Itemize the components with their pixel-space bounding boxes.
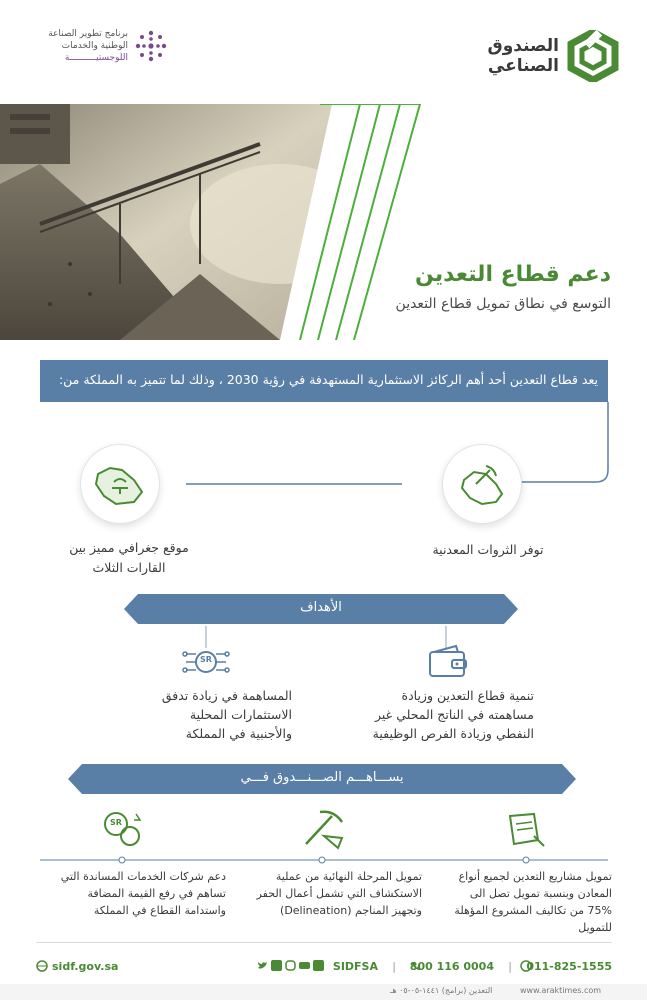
- goal-label-economy: [350, 686, 534, 743]
- nidlp-line3: اللوجستيــــــــــة: [64, 53, 128, 63]
- service-line: المعادن وبنسبة تمويل تصل الى: [469, 887, 612, 900]
- blueprint-icon: [504, 810, 548, 850]
- goal-line: تنمية قطاع التعدين وزيادة: [401, 688, 534, 703]
- goal-label-investment: [108, 686, 292, 743]
- bottom-strip: [0, 984, 647, 1000]
- nidlp-text: [28, 28, 128, 64]
- linkedin-icon[interactable]: [271, 960, 282, 971]
- goal-line: المساهمة في زيادة تدفق: [161, 688, 292, 703]
- service-label-support: [34, 868, 226, 919]
- facebook-icon[interactable]: [313, 960, 324, 971]
- sidf-name: [489, 36, 559, 76]
- service-label-exploration: [240, 868, 422, 919]
- phone-primary[interactable]: 011-825-1555: [526, 960, 612, 973]
- social-handle[interactable]: SIDFSA: [332, 960, 378, 973]
- feature-label-line: القارات الثلاث: [92, 560, 166, 575]
- service-line: تمويل المرحلة النهائية من عملية: [275, 870, 422, 883]
- mining-map-icon: [456, 458, 508, 510]
- watermark-text: www.araktimes.com: [520, 986, 602, 995]
- sidf-name-line1: الصندوق: [487, 36, 559, 56]
- saudi-map-icon: [92, 458, 148, 510]
- service-line: تساهم في رفع القيمة المضافة: [87, 887, 226, 900]
- service-line: تمويل مشاريع التعدين لجميع أنواع: [458, 870, 612, 883]
- globe-icon: [36, 960, 48, 972]
- website-link[interactable]: sidf.gov.sa: [52, 960, 119, 973]
- sidf-logo-icon: [567, 30, 619, 82]
- riyal-network-icon: [182, 640, 230, 684]
- goals-heading: الأهداف: [300, 600, 342, 615]
- feature-location-circle: [80, 444, 160, 524]
- riyal-cycle-icon: [100, 808, 146, 850]
- header: [0, 0, 647, 104]
- footer: [36, 950, 612, 980]
- feature-label-line: موقع جغرافي مميز بين: [69, 540, 189, 555]
- service-line: وتجهيز المناجم (Delineation): [280, 904, 422, 917]
- goals-banner: [124, 594, 518, 624]
- feature-label-line: توفر الثروات المعدنية: [432, 542, 544, 557]
- instagram-icon[interactable]: [285, 960, 296, 971]
- social-icons: [257, 960, 324, 971]
- riyal-cycle-icon-text: SR: [110, 818, 122, 827]
- service-line: الاستكشاف التي تشمل أعمال الحفر: [256, 887, 422, 900]
- page-title: دعم قطاع التعدين: [415, 262, 611, 287]
- services-banner: [68, 764, 576, 794]
- feature-label-minerals: [426, 540, 550, 560]
- service-line: للتمويل: [578, 921, 612, 934]
- footer-separator: |: [508, 960, 512, 973]
- feature-label-location: [64, 538, 194, 578]
- goal-line: النفطي وزيادة الفرص الوظيفية: [372, 726, 534, 741]
- service-line: 75% من تكاليف المشروع المؤهلة: [454, 904, 612, 917]
- nidlp-logo-icon: [134, 29, 168, 63]
- service-line: واستدامة القطاع في المملكة: [93, 904, 226, 917]
- mining-photo: [0, 104, 370, 340]
- nidlp-line1: برنامج تطوير الصناعة: [48, 29, 128, 39]
- services-heading: يســـاهـــم الصـــنـــدوق فـــي: [240, 770, 404, 785]
- footer-separator: |: [392, 960, 396, 973]
- nidlp-logo: [28, 28, 168, 64]
- twitter-icon[interactable]: [257, 960, 268, 971]
- phone-toll-free[interactable]: 800 116 0004: [409, 960, 494, 973]
- document-reference: التعدين (برامج) ١٤٤١-٠٥-٠٥ هـ: [390, 986, 493, 995]
- service-line: دعم شركات الخدمات المساندة التي: [60, 870, 226, 883]
- footer-divider: [36, 942, 612, 943]
- goal-line: مساهمته في الناتج المحلي غير: [375, 707, 534, 722]
- page-subtitle: التوسع في نطاق تمويل قطاع التعدين: [395, 296, 611, 312]
- feature-mining-circle: [442, 444, 522, 524]
- goal-line: الاستثمارات المحلية: [189, 707, 292, 722]
- nidlp-line2: الوطنية والخدمات: [61, 41, 128, 51]
- wallet-icon: [426, 644, 470, 680]
- youtube-icon[interactable]: [299, 960, 310, 971]
- sidf-logo: [489, 30, 619, 82]
- service-label-financing: [432, 868, 612, 936]
- riyal-network-icon-text: SR: [200, 655, 212, 664]
- intro-text: يعد قطاع التعدين أحد أهم الركائز الاستثمارية المستهدفة في رؤية 2030 ، وذلك لما تتميز به المملكة من:: [58, 372, 598, 387]
- pickaxe-icon: [298, 808, 346, 850]
- sidf-name-line2: الصناعي: [487, 56, 559, 76]
- goal-line: والأجنبية في المملكة: [185, 726, 292, 741]
